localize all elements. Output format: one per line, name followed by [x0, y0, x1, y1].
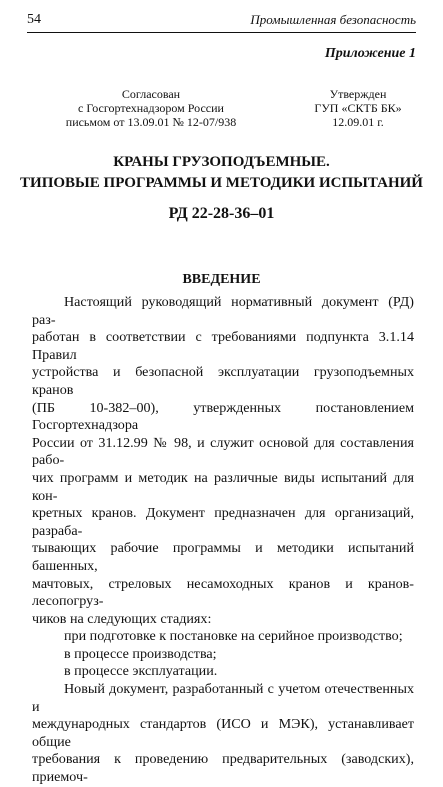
- body-line: при подготовке к постановке на серийное производство;: [64, 628, 403, 645]
- body-line: Новый документ, разработанный с учетом отечественных и: [32, 681, 414, 715]
- page-number: 54: [27, 12, 41, 27]
- body-line: тывающих рабочие программы и методики испытаний башенных,: [32, 540, 414, 574]
- body-line: Настоящий руководящий нормативный документ (РД) раз-: [32, 294, 414, 328]
- approval-right-line: Утвержден: [329, 87, 387, 101]
- running-title: Промышленная безопасность: [250, 12, 416, 27]
- body-line: в процессе эксплуатации.: [64, 663, 218, 680]
- approval-left-line: Согласован: [121, 87, 181, 101]
- body-line: международных стандартов (ИСО и МЭК), устанавливает общие: [32, 716, 414, 750]
- approval-left-line: письмом от 13.09.01 № 12-07/938: [65, 115, 237, 129]
- approval-right-line: 12.09.01 г.: [332, 115, 384, 129]
- approval-right-line: ГУП «СКТБ БК»: [314, 101, 402, 115]
- body-line: чиков на следующих стадиях:: [32, 610, 212, 627]
- section-heading: ВВЕДЕНИЕ: [182, 272, 261, 287]
- body-text: [32, 294, 414, 787]
- document-number: РД 22-28-36–01: [168, 205, 275, 222]
- body-line: России от 31.12.99 № 98, и служит основой для составления рабо-: [32, 434, 414, 469]
- body-line: в процессе производства;: [64, 645, 217, 662]
- approval-left-block: [56, 87, 246, 129]
- running-header: [27, 10, 416, 33]
- body-line: мачтовых, стреловых несамоходных кранов и кранов-лесопогруз-: [32, 575, 414, 610]
- body-line: работан в соответствии с требованиями подпункта 3.1.14 Правил: [32, 329, 414, 363]
- body-line: (ПБ 10-382–00), утвержденных постановлением Госгортехнадзора: [32, 399, 414, 434]
- approval-right-block: [303, 87, 413, 129]
- body-line: чих программ и методик на различные виды испытаний для кон-: [32, 469, 414, 504]
- body-line: требования к проведению предварительных (заводских), приемоч-: [32, 751, 414, 786]
- appendix-label: Приложение 1: [324, 46, 416, 61]
- title-line: ТИПОВЫЕ ПРОГРАММЫ И МЕТОДИКИ ИСПЫТАНИЙ: [20, 175, 423, 191]
- document-title: [0, 152, 443, 194]
- approval-left-line: с Госгортехнадзором России: [78, 101, 224, 115]
- body-line: кретных кранов. Документ предназначен для организаций, разраба-: [32, 505, 414, 539]
- body-line: устройства и безопасной эксплуатации грузоподъемных кранов: [32, 364, 414, 398]
- title-line: КРАНЫ ГРУЗОПОДЪЕМНЫЕ.: [113, 154, 330, 170]
